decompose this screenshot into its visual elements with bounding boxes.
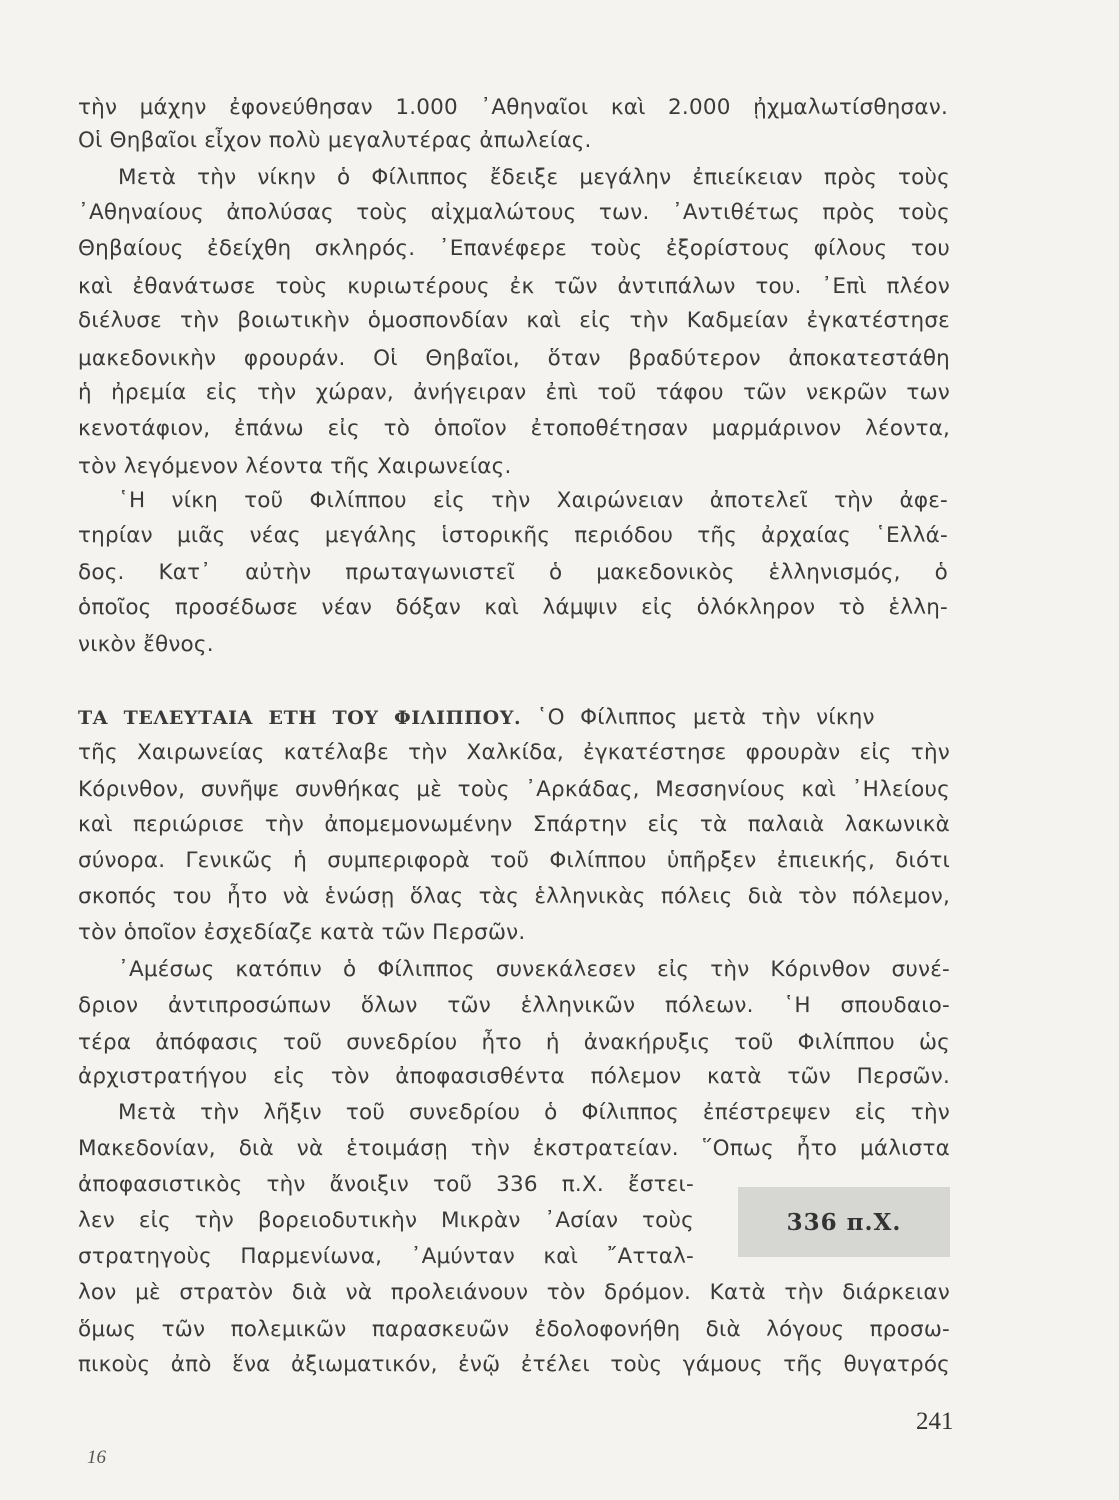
text-line: σύνορα. Γενικῶς ἡ συμπεριφορὰ τοῦ Φιλίππου ὑπῆρξεν ἐπιεικής, διότι xyxy=(78,848,950,873)
text-line: ὅμως τῶν πολεμικῶν παρασκευῶν ἐδολοφονήθη διὰ λόγους προσω- xyxy=(78,1317,950,1342)
text-line: πικοὺς ἀπὸ ἕνα ἀξιωματικόν, ἐνῷ ἐτέλει τοὺς γάμους τῆς θυγατρός xyxy=(78,1352,950,1377)
text-line: ἡ ἠρεμία εἰς τὴν χώραν, ἀνήγειραν ἐπὶ τοῦ τάφου τῶν νεκρῶν των xyxy=(78,380,950,405)
text-line: διέλυσε τὴν βοιωτικὴν ὁμοσπονδίαν καὶ εἰς τὴν Καδμείαν ἐγκατέστησε xyxy=(78,308,950,333)
text-line: τὴν μάχην ἐφονεύθησαν 1.000 ᾿Αθηναῖοι καὶ 2.000 ᾐχμαλωτίσθησαν. xyxy=(78,95,948,120)
text-line: τέρα ἀπόφασις τοῦ συνεδρίου ἦτο ἡ ἀνακήρυξις τοῦ Φιλίππου ὡς xyxy=(78,1030,950,1055)
text-line: δος. Κατ᾿ αὐτὴν πρωταγωνιστεῖ ὁ μακεδονικὸς ἑλληνισμός, ὁ xyxy=(78,560,948,585)
text-line: Θηβαίους ἐδείχθη σκληρός. ᾿Επανέφερε τοὺς ἐξορίστους φίλους του xyxy=(78,236,950,261)
text-line: ἀρχιστρατήγου εἰς τὸν ἀποφασισθέντα πόλεμον κατὰ τῶν Περσῶν. xyxy=(78,1064,950,1089)
text-line: Μετὰ τὴν νίκην ὁ Φίλιππος ἔδειξε μεγάλην ἐπιείκειαν πρὸς τοὺς xyxy=(118,165,950,190)
section-heading-line xyxy=(78,703,875,733)
text-line: ὁποῖος προσέδωσε νέαν δόξαν καὶ λάμψιν εἰς ὁλόκληρον τὸ ἑλλη- xyxy=(78,595,948,620)
text-line: στρατηγοὺς Παρμενίωνα, ᾿Αμύνταν καὶ ῎Ατταλ- xyxy=(78,1244,694,1269)
text-line: καὶ ἐθανάτωσε τοὺς κυριωτέρους ἐκ τῶν ἀντιπάλων του. ᾿Επὶ πλέον xyxy=(78,274,950,299)
text-line: νικὸν ἔθνος. xyxy=(78,632,214,657)
text-line: σκοπός του ἦτο νὰ ἑνώσῃ ὅλας τὰς ἑλληνικὰς πόλεις διὰ τὸν πόλεμον, xyxy=(78,884,950,909)
text-line: Οἱ Θηβαῖοι εἶχον πολὺ μεγαλυτέρας ἀπωλείας. xyxy=(78,128,592,153)
text-line: ᾿Αμέσως κατόπιν ὁ Φίλιππος συνεκάλεσεν εἰς τὴν Κόρινθον συνέ- xyxy=(118,957,950,982)
text-line: ῾Η νίκη τοῦ Φιλίππου εἰς τὴν Χαιρώνειαν ἀποτελεῖ τὴν ἀφε- xyxy=(118,488,948,513)
text-line: λεν εἰς τὴν βορειοδυτικὴν Μικρὰν ᾿Ασίαν τοὺς xyxy=(78,1208,694,1233)
text-line: καὶ περιώρισε τὴν ἀπομεμονωμένην Σπάρτην εἰς τὰ παλαιὰ λακωνικὰ xyxy=(78,812,950,837)
text-line: κενοτάφιον, ἐπάνω εἰς τὸ ὁποῖον ἐτοποθέτησαν μαρμάρινον λέοντα, xyxy=(78,416,950,441)
text-line: τηρίαν μιᾶς νέας μεγάλης ἱστορικῆς περιόδου τῆς ἀρχαίας ῾Ελλά- xyxy=(78,523,948,548)
text-line: δριον ἀντιπροσώπων ὅλων τῶν ἑλληνικῶν πόλεων. ῾Η σπουδαιο- xyxy=(78,993,950,1018)
date-side-note: 336 π.Χ. xyxy=(738,1187,950,1257)
text-line: τὸν ὁποῖον ἐσχεδίαζε κατὰ τῶν Περσῶν. xyxy=(78,920,526,945)
heading-line-text: ῾Ο Φίλιππος μετὰ τὴν νίκην xyxy=(536,705,875,730)
section-heading: ΤΑ ΤΕΛΕΥΤΑΙΑ ΕΤΗ ΤΟΥ ΦΙΛΙΠΠΟΥ. xyxy=(78,707,522,729)
page-number: 241 xyxy=(916,1408,954,1435)
text-line: τῆς Χαιρωνείας κατέλαβε τὴν Χαλκίδα, ἐγκατέστησε φρουρὰν εἰς τὴν xyxy=(78,740,950,765)
text-line: ἀποφασιστικὸς τὴν ἄνοιξιν τοῦ 336 π.Χ. ἔστει- xyxy=(78,1172,694,1197)
text-line: τὸν λεγόμενον λέοντα τῆς Χαιρωνείας. xyxy=(78,454,512,479)
signature-mark: 16 xyxy=(87,1447,106,1468)
text-line: Κόρινθον, συνῆψε συνθήκας μὲ τοὺς ᾿Αρκάδας, Μεσσηνίους καὶ ᾿Ηλείους xyxy=(78,777,950,802)
text-line: μακεδονικὴν φρουράν. Οἱ Θηβαῖοι, ὅταν βραδύτερον ἀποκατεστάθη xyxy=(78,346,950,371)
text-line: Μακεδονίαν, διὰ νὰ ἑτοιμάσῃ τὴν ἐκστρατείαν. ῞Οπως ἦτο μάλιστα xyxy=(78,1136,950,1161)
text-line: λον μὲ στρατὸν διὰ νὰ προλειάνουν τὸν δρόμον. Κατὰ τὴν διάρκειαν xyxy=(78,1280,950,1305)
text-line: Μετὰ τὴν λῆξιν τοῦ συνεδρίου ὁ Φίλιππος ἐπέστρεψεν εἰς τὴν xyxy=(118,1100,950,1125)
text-line: ᾿Αθηναίους ἀπολύσας τοὺς αἰχμαλώτους των. ᾿Αντιθέτως πρὸς τοὺς xyxy=(78,200,950,225)
